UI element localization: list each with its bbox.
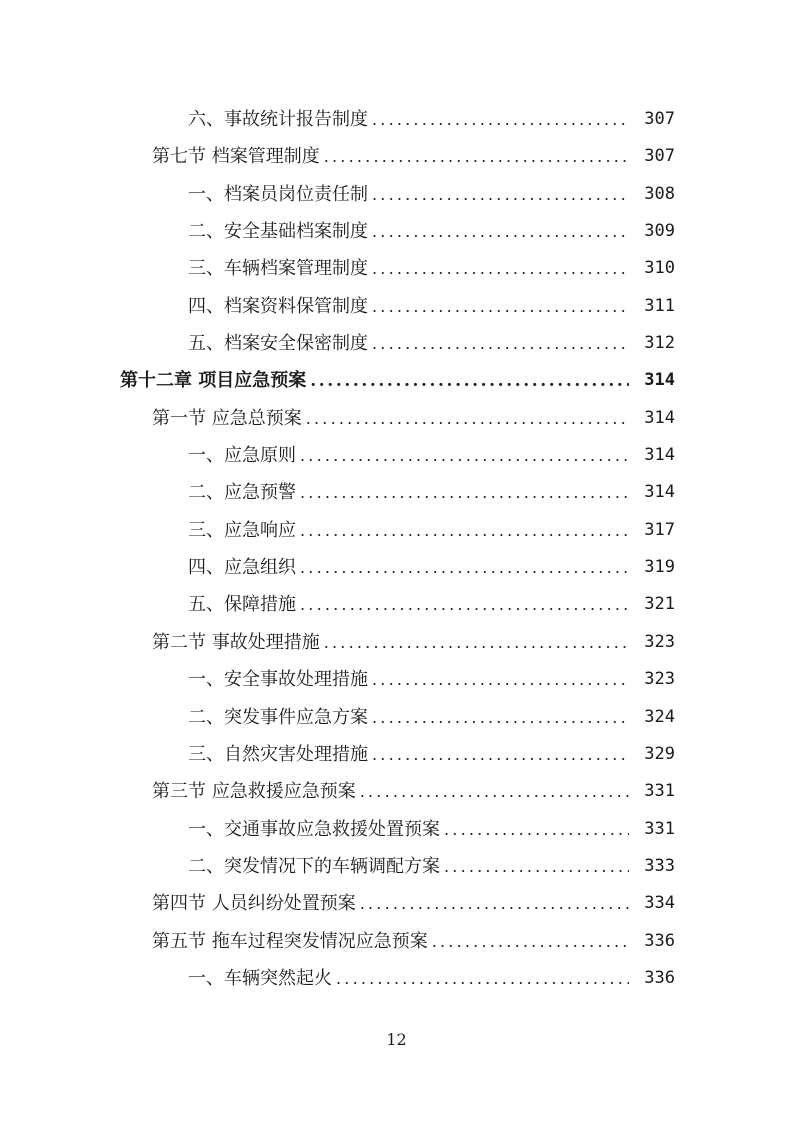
toc-entry-content [188, 250, 675, 287]
toc-entry-page-number: 310 [629, 250, 675, 287]
toc-dot-leader [296, 586, 675, 623]
toc-subsection-entry[interactable] [0, 549, 793, 586]
toc-chapter-entry[interactable] [0, 362, 793, 399]
toc-dot-leader [296, 474, 675, 511]
toc-entry-content [188, 325, 675, 362]
toc-entry-title: 五、保障措施 [188, 594, 296, 616]
toc-entry-page-number: 323 [629, 624, 675, 661]
toc-entry-page-number: 336 [629, 923, 675, 960]
toc-entry-page-number: 317 [629, 512, 675, 549]
toc-entry-content [152, 400, 675, 437]
toc-entry-content [188, 437, 675, 474]
toc-entry-title: 第十二章 项目应急预案 [120, 370, 307, 392]
toc-entry-content [188, 101, 675, 138]
toc-entry-title: 一、安全事故处理措施 [188, 669, 368, 691]
toc-subsection-entry[interactable] [0, 101, 793, 138]
toc-entry-content [120, 362, 675, 400]
toc-entry-page-number: 331 [629, 811, 675, 848]
toc-entry-page-number: 307 [629, 101, 675, 138]
toc-entry-page-number: 309 [629, 213, 675, 250]
toc-entry-title: 三、自然灾害处理措施 [188, 743, 368, 765]
toc-entry-page-number: 314 [629, 437, 675, 474]
toc-entry-title: 第七节 档案管理制度 [152, 146, 320, 168]
toc-entry-content [188, 960, 675, 997]
toc-entry-content [152, 773, 675, 810]
toc-subsection-entry[interactable] [0, 213, 793, 250]
toc-subsection-entry[interactable] [0, 586, 793, 623]
toc-entry-title: 一、应急原则 [188, 445, 296, 467]
toc-entry-content [188, 176, 675, 213]
toc-entry-title: 二、应急预警 [188, 482, 296, 504]
toc-section-entry[interactable] [0, 624, 793, 661]
toc-entry-title: 第五节 拖车过程突发情况应急预案 [152, 930, 428, 952]
toc-entry-content [188, 736, 675, 773]
toc-dot-leader [306, 363, 675, 400]
toc-subsection-entry[interactable] [0, 325, 793, 362]
toc-entry-page-number: 314 [629, 400, 675, 437]
toc-entry-page-number: 334 [629, 885, 675, 922]
toc-subsection-entry[interactable] [0, 960, 793, 997]
toc-entry-title: 第三节 应急救援应急预案 [152, 781, 356, 803]
toc-dot-leader [296, 437, 675, 474]
toc-dot-leader [356, 885, 675, 922]
toc-subsection-entry[interactable] [0, 288, 793, 325]
toc-entry-page-number: 333 [629, 848, 675, 885]
toc-entry-title: 一、交通事故应急救援处置预案 [188, 818, 440, 840]
toc-subsection-entry[interactable] [0, 848, 793, 885]
toc-subsection-entry[interactable] [0, 661, 793, 698]
toc-entry-content [188, 512, 675, 549]
toc-dot-leader [302, 400, 675, 437]
toc-entry-content [152, 624, 675, 661]
toc-subsection-entry[interactable] [0, 512, 793, 549]
toc-entry-title: 一、档案员岗位责任制 [188, 183, 368, 205]
toc-entry-title: 二、安全基础档案制度 [188, 221, 368, 243]
toc-entry-content [188, 699, 675, 736]
toc-entry-page-number: 336 [629, 960, 675, 997]
toc-dot-leader [296, 549, 675, 586]
toc-subsection-entry[interactable] [0, 176, 793, 213]
toc-entry-title: 六、事故统计报告制度 [188, 109, 368, 130]
toc-entry-page-number: 324 [629, 699, 675, 736]
toc-entry-page-number: 331 [629, 773, 675, 810]
toc-entry-title: 二、突发情况下的车辆调配方案 [188, 855, 440, 877]
toc-dot-leader [356, 773, 675, 810]
toc-entry-title: 第一节 应急总预案 [152, 407, 302, 429]
toc-entry-page-number: 312 [629, 325, 675, 362]
toc-entry-page-number: 329 [629, 736, 675, 773]
toc-entry-content [152, 923, 675, 960]
toc-entry-page-number: 314 [629, 362, 675, 399]
toc-subsection-entry[interactable] [0, 474, 793, 511]
toc-entry-title: 三、应急响应 [188, 519, 296, 541]
toc-dot-leader [332, 960, 675, 997]
toc-entry-content [152, 885, 675, 922]
toc-entry-page-number: 321 [629, 586, 675, 623]
toc-entry-title: 五、档案安全保密制度 [188, 333, 368, 355]
toc-entry-content [188, 474, 675, 511]
toc-dot-leader [320, 138, 675, 175]
toc-entry-title: 三、车辆档案管理制度 [188, 258, 368, 280]
toc-dot-leader [320, 624, 675, 661]
toc-dot-leader [296, 512, 675, 549]
toc-entry-page-number: 319 [629, 549, 675, 586]
page-number: 12 [386, 1030, 407, 1049]
toc-entry-title: 第四节 人员纠纷处置预案 [152, 893, 356, 915]
toc-entry-page-number: 314 [629, 474, 675, 511]
toc-subsection-entry[interactable] [0, 811, 793, 848]
toc-entry-page-number: 323 [629, 661, 675, 698]
toc-section-entry[interactable] [0, 400, 793, 437]
toc-entry-content [188, 586, 675, 623]
toc-entry-page-number: 308 [629, 176, 675, 213]
toc-entry-content [188, 811, 675, 848]
toc-entry-title: 二、突发事件应急方案 [188, 706, 368, 728]
toc-subsection-entry[interactable] [0, 699, 793, 736]
toc-subsection-entry[interactable] [0, 250, 793, 287]
toc-entry-title: 第二节 事故处理措施 [152, 631, 320, 653]
toc-entry-title: 四、应急组织 [188, 557, 296, 579]
toc-entry-page-number: 311 [629, 288, 675, 325]
toc-section-entry[interactable] [0, 885, 793, 922]
toc-entry-title: 一、车辆突然起火 [188, 967, 332, 989]
toc-entry-title: 四、档案资料保管制度 [188, 295, 368, 317]
toc-entry-content [188, 213, 675, 250]
toc-entry-content [188, 848, 675, 885]
toc-entry-content [188, 661, 675, 698]
toc-section-entry[interactable] [0, 773, 793, 810]
toc-entry-content [152, 138, 675, 175]
toc-entry-page-number: 307 [629, 138, 675, 175]
toc-entry-content [188, 288, 675, 325]
table-of-contents [0, 101, 793, 997]
toc-entry-content [188, 549, 675, 586]
toc-section-entry[interactable] [0, 138, 793, 175]
toc-subsection-entry[interactable] [0, 437, 793, 474]
toc-section-entry[interactable] [0, 923, 793, 960]
toc-subsection-entry[interactable] [0, 736, 793, 773]
